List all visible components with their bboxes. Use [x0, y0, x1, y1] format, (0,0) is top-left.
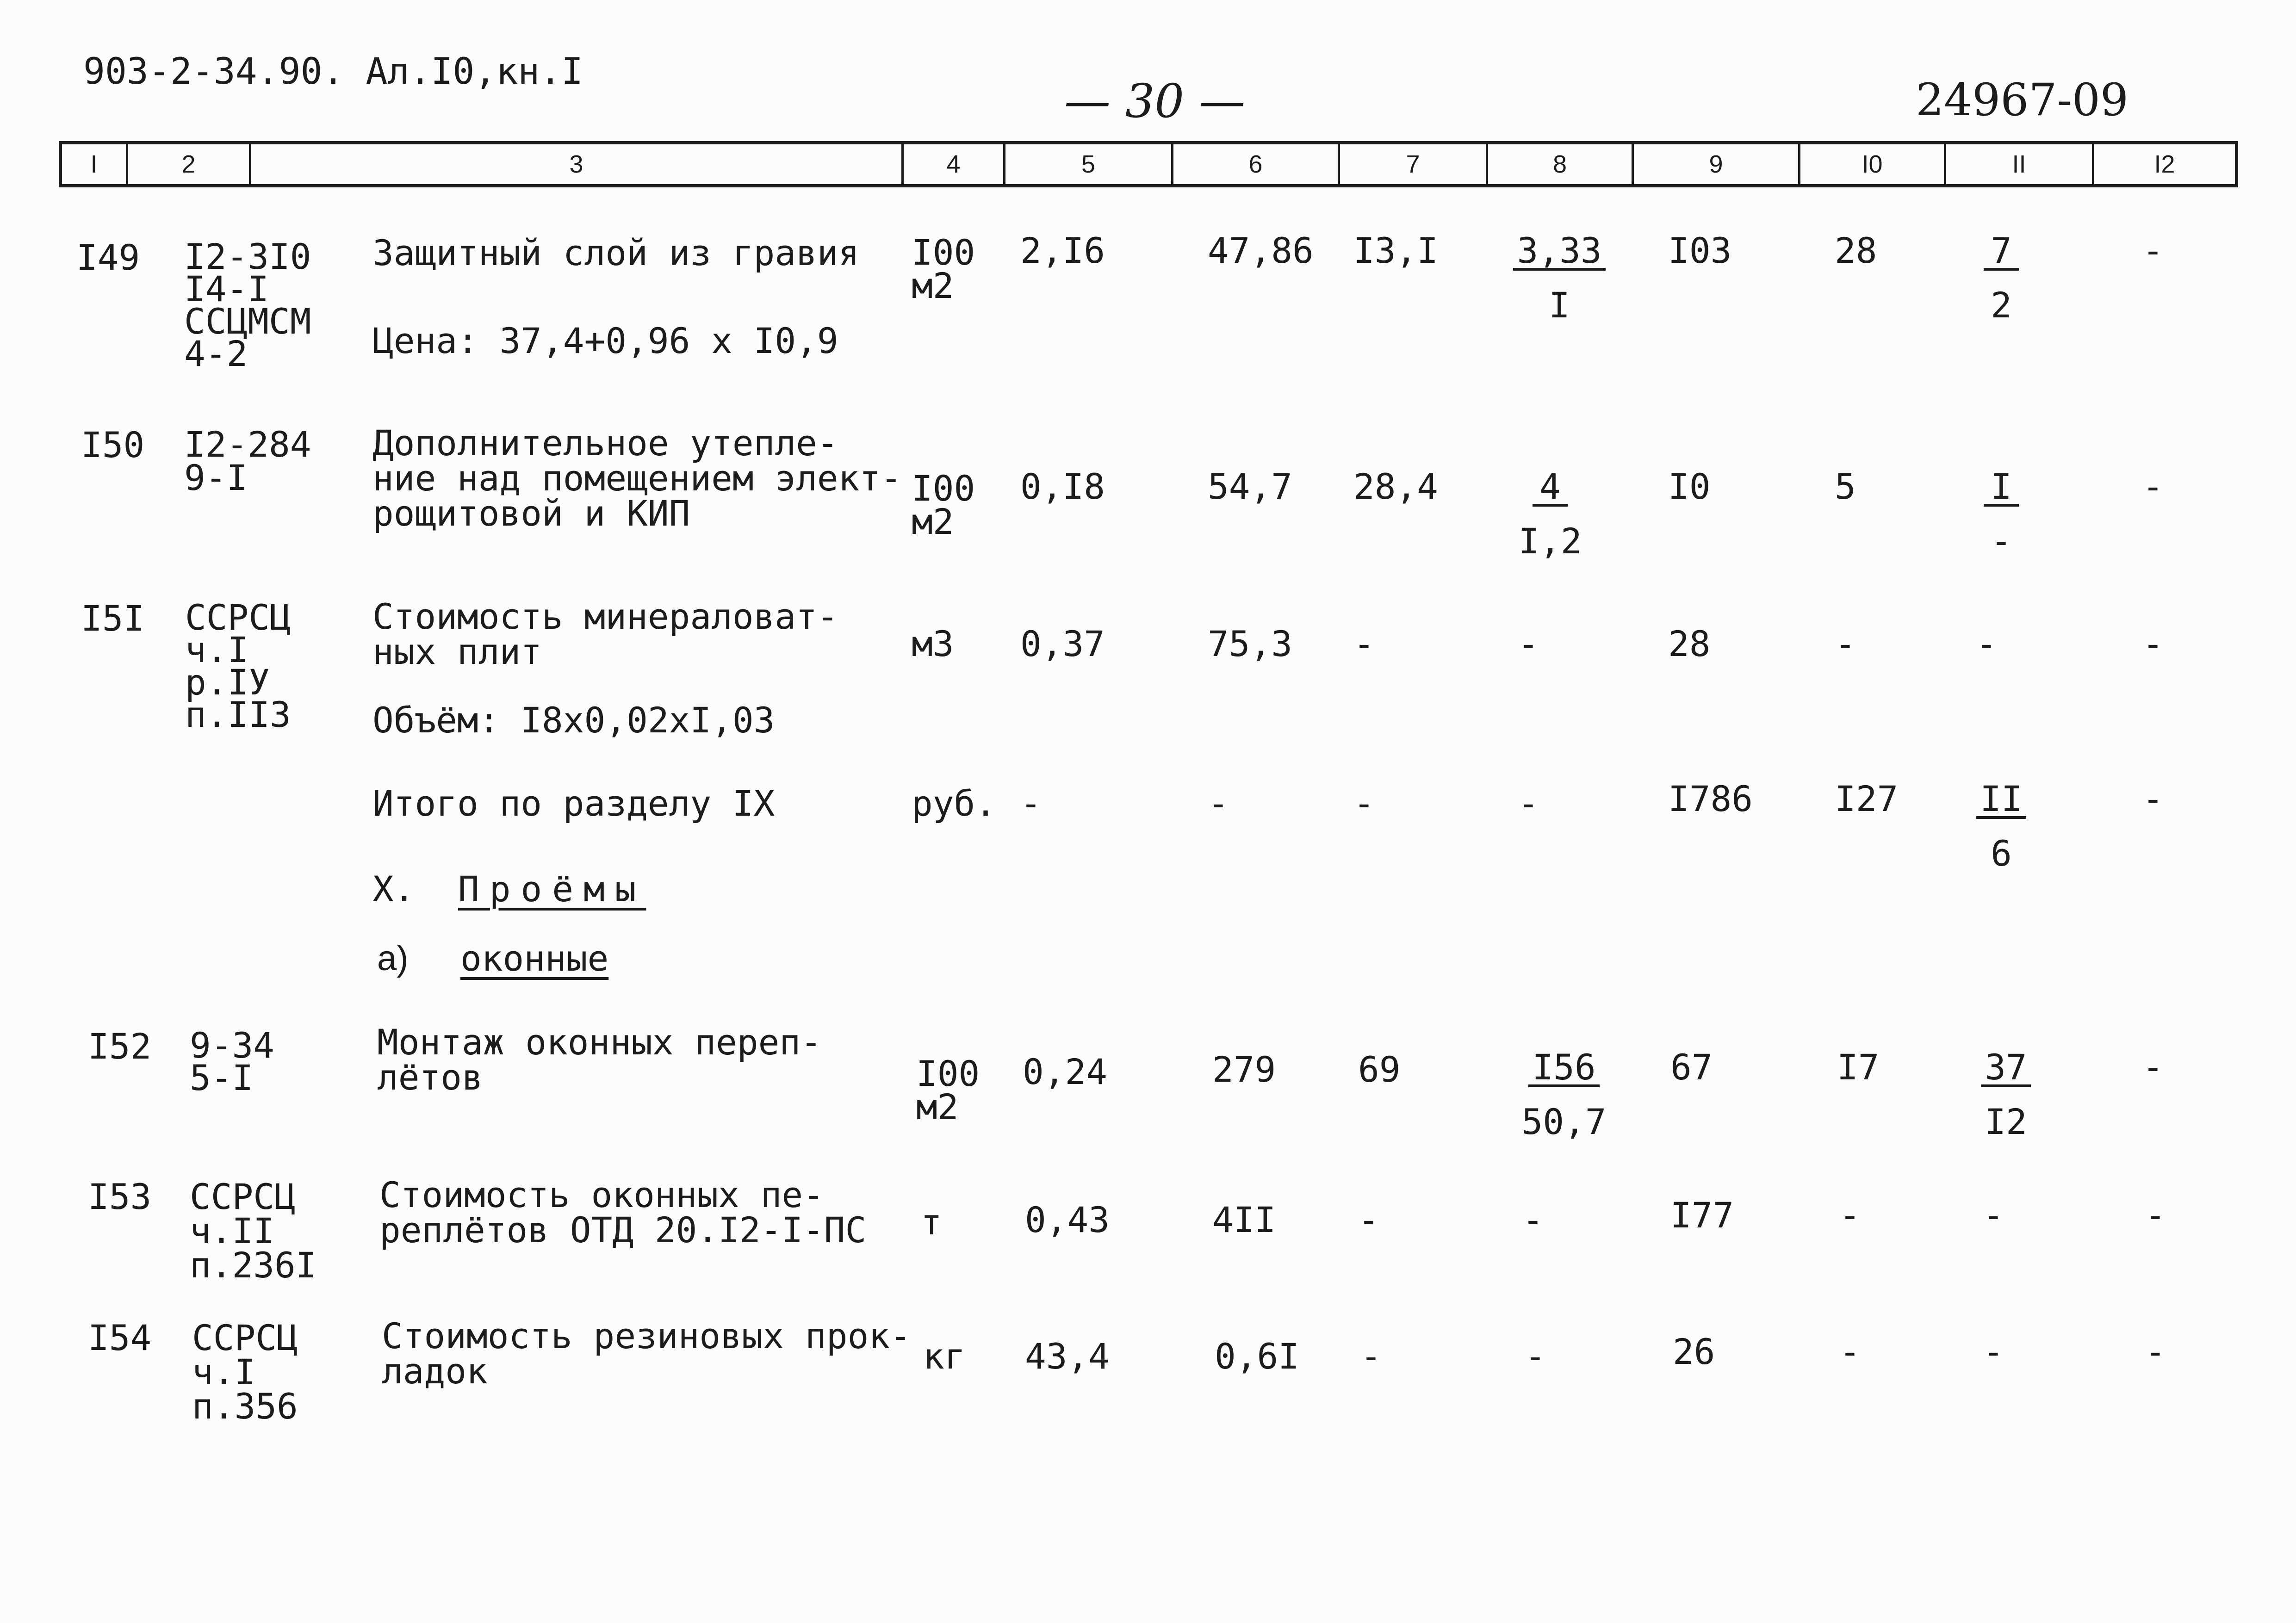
column-header: I0 [1800, 144, 1946, 184]
row-number: I54 [88, 1317, 152, 1358]
volume-note: Объём: I8х0,02хI,03 [372, 700, 775, 741]
col7-value: 69 [1358, 1049, 1401, 1090]
col7-value: - [1353, 623, 1375, 664]
norm-reference: ССРСЦ ч.II п.236I [190, 1176, 317, 1286]
col12-value: - [2142, 1047, 2164, 1088]
total-label: Итого по разделу IX [372, 783, 775, 824]
unit-cost: 4II [1212, 1199, 1276, 1240]
unit-cost: 0,6I [1215, 1336, 1300, 1377]
col10-value: I7 [1837, 1047, 1880, 1088]
column-header: I [62, 144, 128, 184]
column-header: 9 [1634, 144, 1800, 184]
col10-value: - [1839, 1331, 1861, 1372]
section-title: Проёмы [458, 868, 646, 910]
quantity: 0,24 [1023, 1051, 1108, 1092]
col12-value: - [2142, 230, 2164, 271]
col12-value: - [2142, 466, 2164, 507]
unit-cost: 47,86 [1208, 230, 1314, 271]
column-header: 8 [1488, 144, 1634, 184]
col11-denominator: I2 [1985, 1101, 2027, 1142]
col11-fraction [1969, 1047, 2043, 1142]
col8-numerator: I56 [1528, 1050, 1599, 1087]
col7-value: I3,I [1353, 230, 1439, 271]
col9-value: 28 [1668, 623, 1711, 664]
col8-value: - [1518, 623, 1539, 664]
col11-value: - [1976, 623, 1997, 664]
col11-denominator: 2 [1991, 285, 2012, 326]
col9-value: I03 [1668, 230, 1732, 271]
column-header: 3 [251, 144, 904, 184]
work-description: Стоимость минераловат- ных плит [372, 596, 838, 672]
subsection-letter: а) [377, 939, 409, 978]
column-header: 7 [1340, 144, 1488, 184]
quantity: 2,I6 [1020, 230, 1105, 271]
column-header: 4 [904, 144, 1005, 184]
col9-value: I786 [1668, 778, 1753, 819]
norm-reference: I2-3I0 I4-I ССЦМСМ 4-2 [184, 236, 311, 374]
col11-numerator: II [1976, 782, 2026, 819]
col7-value: - [1358, 1199, 1379, 1240]
col8-fraction [1511, 1047, 1617, 1142]
subsection-title: оконные [460, 938, 609, 979]
work-description: Защитный слой из гравия [372, 232, 860, 273]
unit: I00 м2 [912, 468, 975, 542]
quantity: 0,43 [1025, 1199, 1110, 1240]
col8-value: - [1522, 1199, 1544, 1240]
col7-value: 28,4 [1353, 466, 1439, 507]
unit-cost: 75,3 [1208, 623, 1293, 664]
col8-fraction [1506, 466, 1594, 562]
col12-value: - [2145, 1331, 2166, 1372]
document-reference: 903-2-34.90. Ал.I0,кн.I [83, 51, 583, 93]
column-header: 5 [1005, 144, 1173, 184]
norm-reference: I2-284 9-I [184, 424, 311, 498]
quantity: - [1020, 783, 1042, 824]
document-code: 24967-09 [1916, 74, 2128, 126]
col8-denominator: 50,7 [1521, 1101, 1607, 1142]
unit: кг [923, 1336, 966, 1377]
col7-value: - [1360, 1336, 1382, 1377]
col11-fraction [1964, 230, 2038, 326]
col11-numerator: I [1984, 470, 2019, 507]
col9-value: 67 [1670, 1047, 1713, 1088]
unit: руб. [912, 783, 997, 824]
row-number: I49 [76, 237, 140, 278]
work-description: Монтаж оконных переп- лётов [377, 1022, 822, 1098]
row-number: I52 [88, 1026, 152, 1067]
col9-value: I77 [1670, 1195, 1734, 1236]
col8-numerator: 4 [1533, 470, 1568, 507]
quantity: 43,4 [1025, 1336, 1110, 1377]
unit: I00 м2 [912, 232, 975, 306]
col11-numerator: 7 [1984, 234, 2019, 271]
col11-fraction [1964, 778, 2038, 874]
work-description: Стоимость оконных пе- реплётов ОТД 20.I2-I-ПС [379, 1174, 867, 1251]
row-number: I5I [81, 598, 145, 639]
col12-value: - [2142, 778, 2164, 819]
row-number: I50 [81, 424, 145, 465]
unit-cost: 54,7 [1208, 466, 1293, 507]
col8-denominator: I [1549, 285, 1570, 326]
page-number: — 30 — [1064, 74, 1245, 128]
col11-value: - [1983, 1331, 2004, 1372]
col11-numerator: 37 [1981, 1050, 2031, 1087]
unit: т [921, 1202, 942, 1243]
col9-value: I0 [1668, 466, 1711, 507]
unit: м3 [912, 623, 954, 664]
column-header: 6 [1173, 144, 1340, 184]
quantity: 0,37 [1020, 623, 1105, 664]
col8-denominator: I,2 [1518, 520, 1582, 562]
col12-value: - [2142, 623, 2164, 664]
unit-cost: 279 [1212, 1049, 1276, 1090]
norm-reference: ССРСЦ ч.I р.IУ п.II3 [185, 597, 291, 735]
work-description: Стоимость резиновых прок- ладок [382, 1315, 911, 1392]
column-header-row [59, 141, 2238, 187]
col8-fraction [1506, 230, 1613, 326]
col11-denominator: 6 [1991, 833, 2012, 874]
norm-reference: ССРСЦ ч.I п.356 [192, 1317, 298, 1427]
work-description: Дополнительное утепле- ние над помещением элект- рощитовой и КИП [372, 422, 902, 534]
col11-value: - [1983, 1195, 2004, 1236]
price-note: Цена: 37,4+0,96 х I0,9 [372, 320, 838, 361]
section-roman-number: X. [372, 868, 415, 910]
col8-value: - [1525, 1336, 1546, 1377]
col8-value: - [1518, 783, 1539, 824]
col12-value: - [2145, 1195, 2166, 1236]
column-header: I2 [2154, 150, 2175, 178]
unit: I00 м2 [916, 1053, 980, 1127]
quantity: 0,I8 [1020, 466, 1105, 507]
col11-fraction [1964, 466, 2038, 562]
column-header: II [1946, 144, 2094, 184]
col10-value: 5 [1835, 466, 1856, 507]
col7-value: - [1353, 783, 1375, 824]
unit-cost: - [1208, 783, 1229, 824]
col8-numerator: 3,33 [1513, 234, 1605, 271]
col10-value: - [1835, 623, 1856, 664]
col9-value: 26 [1673, 1331, 1715, 1372]
col10-value: I27 [1835, 778, 1899, 819]
norm-reference: 9-34 5-I [190, 1025, 275, 1098]
column-header: 2 [128, 144, 251, 184]
col10-value: - [1839, 1195, 1861, 1236]
col11-denominator: - [1991, 520, 2012, 562]
col10-value: 28 [1835, 230, 1877, 271]
row-number: I53 [88, 1176, 152, 1217]
